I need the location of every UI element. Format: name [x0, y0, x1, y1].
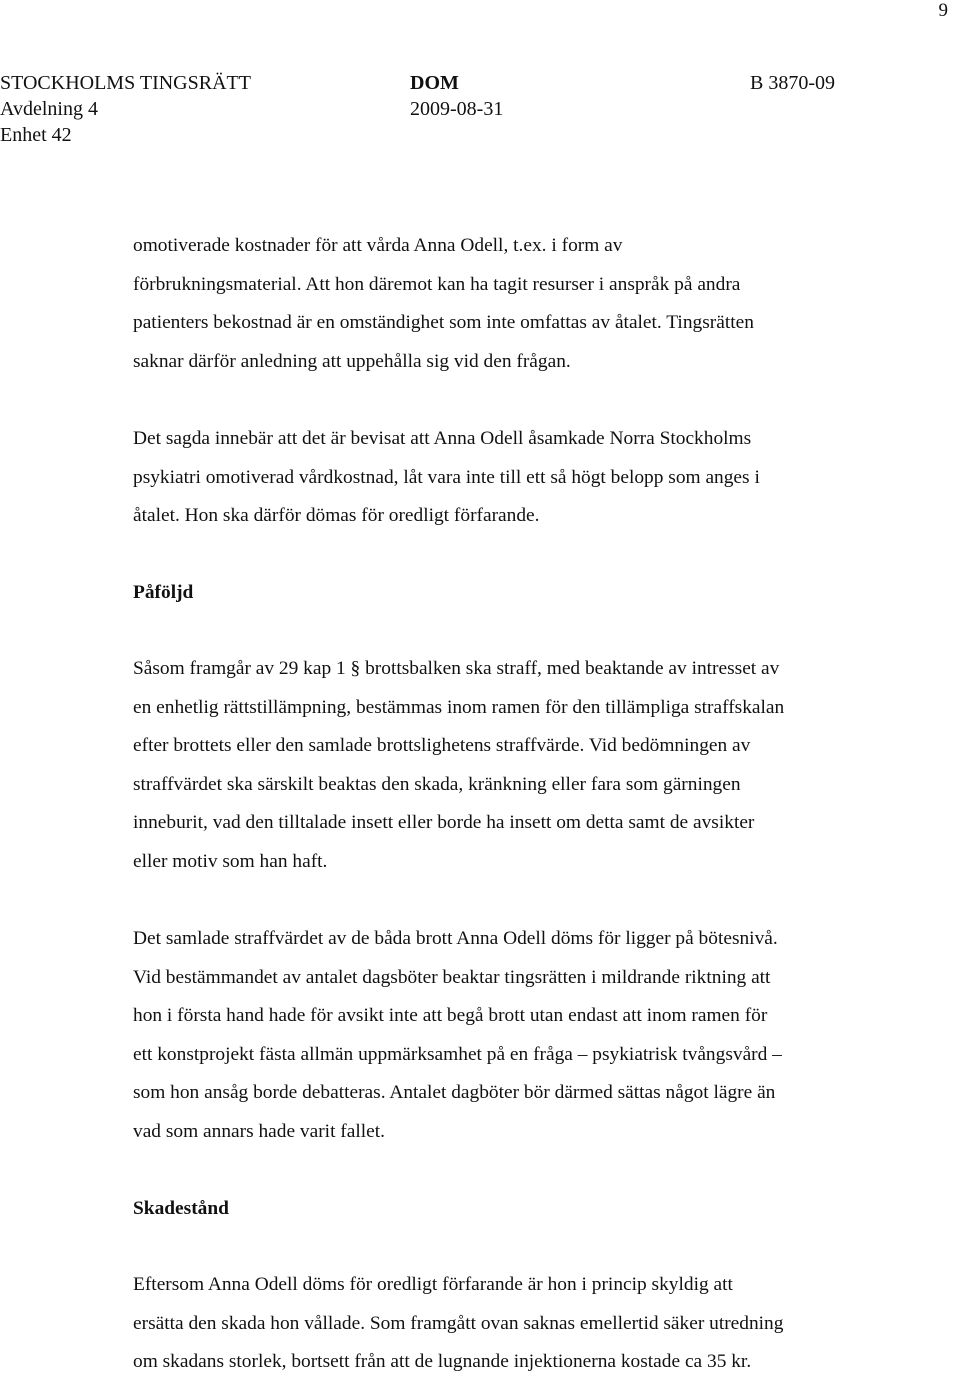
- text-line: Det sagda innebär att det är bevisat att Anna Odell åsamkade Norra Stockholms: [133, 428, 752, 449]
- text-line: efter brottets eller den samlade brottslighetens straffvärde. Vid bedömningen av: [133, 735, 751, 757]
- section-heading: Påföljd: [133, 582, 194, 603]
- text-line: saknar därför anledning att uppehålla sig vid den frågan.: [133, 350, 571, 372]
- page-number: 9: [938, 0, 948, 21]
- section-heading: Skadestånd: [133, 1198, 229, 1219]
- text-line: Eftersom Anna Odell döms för oredligt förfarande är hon i princip skyldig att: [133, 1274, 733, 1295]
- case-number: B 3870-09: [750, 72, 835, 94]
- court-header: [0, 70, 251, 148]
- text-line: eller motiv som han haft.: [133, 850, 328, 872]
- text-line: som hon ansåg borde debatteras. Antalet dagböter bör därmed sättas något lägre än: [133, 1082, 776, 1104]
- text-line: om skadans storlek, bortsett från att de lugnande injektionerna kostade ca 35 kr.: [133, 1351, 752, 1373]
- paragraph: [133, 227, 893, 381]
- text-line: hon i första hand hade för avsikt inte att begå brott utan endast att inom ramen för: [133, 1005, 768, 1027]
- paragraph: [133, 420, 893, 536]
- document-date: 2009-08-31: [410, 98, 504, 120]
- text-line: inneburit, vad den tilltalade insett eller borde ha insett om detta samt de avsikter: [133, 812, 755, 834]
- paragraph: [133, 1266, 893, 1382]
- court-name: STOCKHOLMS TINGSRÄTT: [0, 72, 251, 94]
- text-line: vad som annars hade varit fallet.: [133, 1120, 385, 1142]
- text-line: Det samlade straffvärdet av de båda brott Anna Odell döms för ligger på bötesnivå.: [133, 928, 778, 949]
- paragraph: [133, 920, 893, 1152]
- document-meta: [410, 70, 503, 122]
- text-line: straffvärdet ska särskilt beaktas den skada, kränkning eller fara som gärningen: [133, 773, 741, 795]
- paragraph: [133, 650, 893, 882]
- unit: Enhet 42: [0, 124, 72, 146]
- text-line: förbrukningsmaterial. Att hon däremot kan ha tagit resurser i anspråk på andra: [133, 273, 741, 295]
- text-line: Vid bestämmandet av antalet dagsböter beaktar tingsrätten i mildrande riktning att: [133, 966, 771, 988]
- text-line: ersätta den skada hon vållade. Som framgått ovan saknas emellertid säker utredning: [133, 1312, 784, 1334]
- text-line: psykiatri omotiverad vårdkostnad, låt vara inte till ett så högt belopp som anges i: [133, 466, 760, 488]
- text-line: Såsom framgår av 29 kap 1 § brottsbalken ska straff, med beaktande av intresset av: [133, 658, 780, 679]
- document-type: DOM: [410, 72, 459, 94]
- text-line: patienters bekostnad är en omständighet som inte omfattas av åtalet. Tingsrätten: [133, 312, 754, 334]
- division: Avdelning 4: [0, 98, 98, 120]
- text-line: åtalet. Hon ska därför dömas för oredligt förfarande.: [133, 505, 540, 527]
- text-line: omotiverade kostnader för att vårda Anna Odell, t.ex. i form av: [133, 235, 623, 256]
- text-line: en enhetlig rättstillämpning, bestämmas inom ramen för den tillämpliga straffskalan: [133, 696, 785, 718]
- text-line: ett konstprojekt fästa allmän uppmärksamhet på en fråga – psykiatrisk tvångsvård –: [133, 1043, 782, 1065]
